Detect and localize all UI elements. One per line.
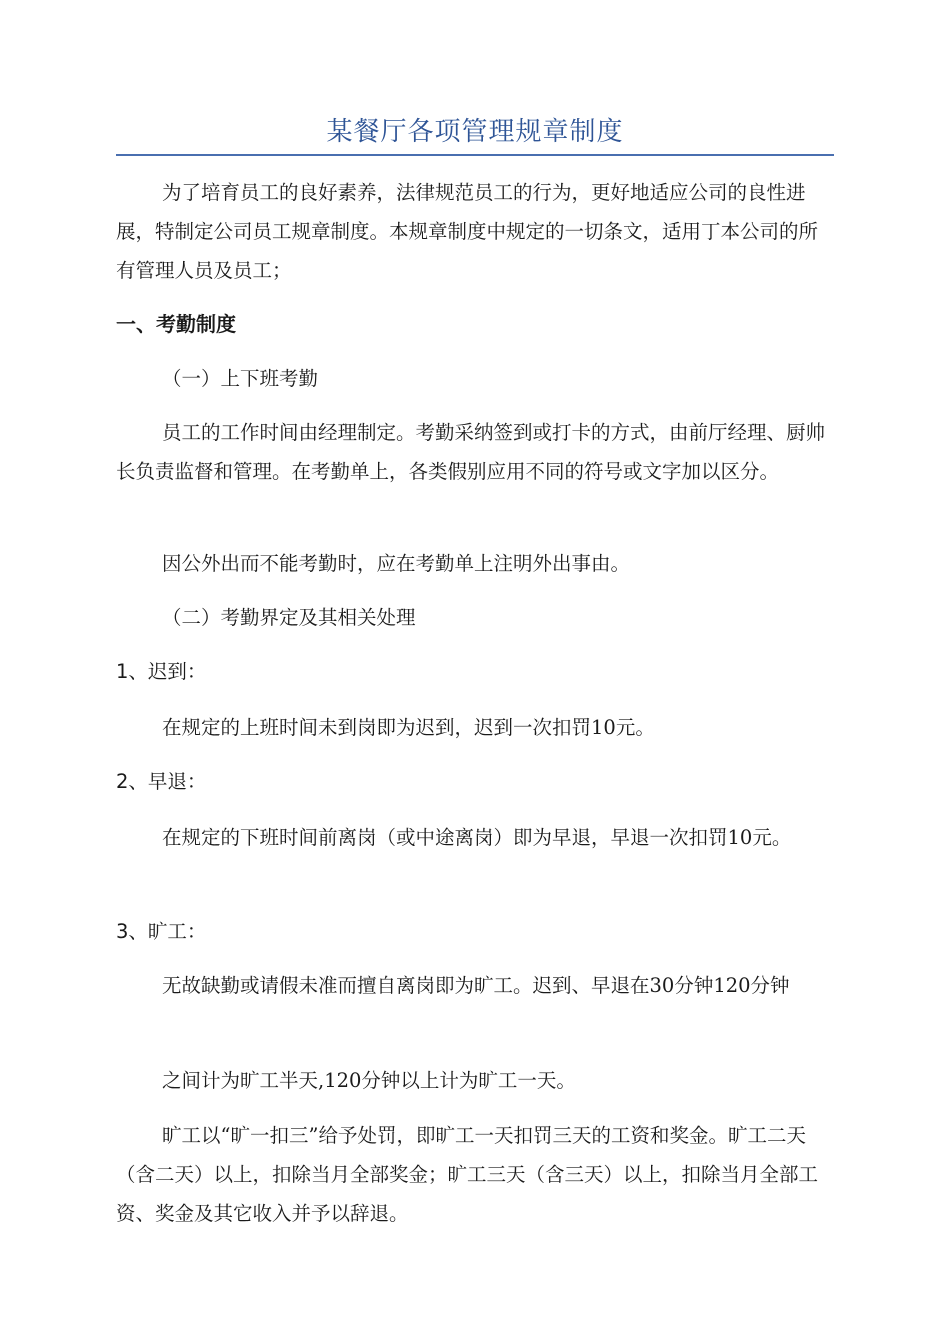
business-trip-paragraph: 因公外出而不能考勤时，应在考勤单上注明外出事由。 bbox=[162, 552, 631, 575]
document-title: 某餐厅各项管理规章制度 bbox=[326, 117, 624, 147]
item-early-leave-text: 在规定的下班时间前离岗（或中途离岗）即为早退，早退一次扣罚10元。 bbox=[162, 826, 792, 849]
attendance-paragraph: 员工的工作时间由经理制定。考勤采纳签到或打卡的方式，由前厅经理、厨帅长负责监督和管理。在考勤单上，各类假别应用不同的符号或文字加以区分。 bbox=[116, 421, 826, 483]
item-late-title: 1、迟到： bbox=[116, 660, 207, 683]
item-early-leave-title: 2、早退： bbox=[116, 770, 207, 793]
section-heading: 一、考勤制度 bbox=[116, 312, 236, 336]
item-absence-penalty-text: 旷工以“旷一扣三”给予处罚，即旷工一天扣罚三天的工资和奖金。旷工二天（含二天）以上，扣除当月全部奖金；旷工三天（含三天）以上，扣除当月全部工资、奖金及其它收入并予以辞退。 bbox=[116, 1124, 819, 1225]
item-absence-title: 3、旷工： bbox=[116, 920, 207, 943]
subsection-heading: （二）考勤界定及其相关处理 bbox=[162, 606, 416, 629]
intro-paragraph: 为了培育员工的良好素养，法律规范员工的行为，更好地适应公司的良性进展，特制定公司员工规章制度。本规章制度中规定的一切条文，适用丁本公司的所有管理人员及员工； bbox=[116, 181, 819, 282]
item-absence-text-continued: 之间计为旷工半天,120分钟以上计为旷工一天。 bbox=[162, 1069, 576, 1092]
title-underline bbox=[116, 154, 834, 156]
subsection-heading: （一）上下班考勤 bbox=[162, 367, 319, 390]
item-late-text: 在规定的上班时间未到岗即为迟到，迟到一次扣罚10元。 bbox=[162, 716, 655, 739]
item-absence-text: 无故缺勤或请假未准而擅自离岗即为旷工。迟到、早退在30分钟120分钟 bbox=[162, 974, 790, 997]
